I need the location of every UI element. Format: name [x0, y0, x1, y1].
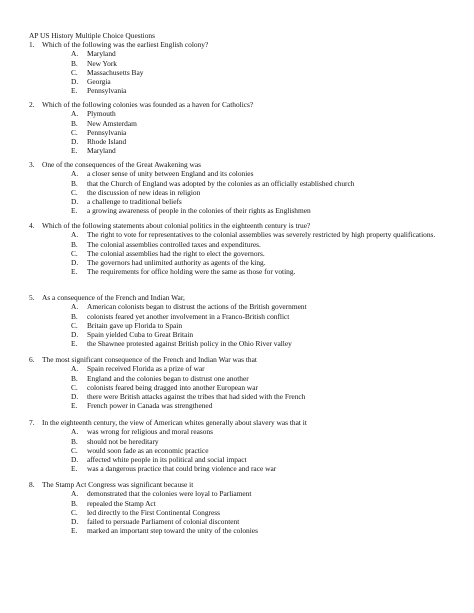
- option-text: Britain gave up Florida to Spain: [87, 320, 183, 330]
- question-number: 5.: [29, 293, 35, 302]
- option-letter: C.: [71, 248, 78, 258]
- question-text: The Stamp Act Congress was significant because it: [42, 480, 194, 489]
- answer-option: [71, 240, 464, 249]
- answer-option: [71, 321, 464, 330]
- option-text: American colonists began to distrust the actions of the British government: [87, 302, 307, 312]
- answer-option: [71, 179, 464, 188]
- option-text: Maryland: [87, 49, 116, 59]
- question-number: 7.: [29, 418, 35, 427]
- option-text: the Shawnee protested against British policy in the Ohio River valley: [87, 339, 292, 349]
- answer-option: [71, 330, 464, 339]
- answer-option: [71, 197, 464, 206]
- question-text: One of the consequences of the Great Awakening was: [42, 160, 201, 169]
- question-5: [29, 293, 464, 349]
- option-letter: B.: [71, 178, 78, 188]
- option-letter: D.: [71, 455, 79, 464]
- question-text: Which of the following colonies was founded as a haven for Catholics?: [42, 100, 254, 109]
- option-letter: C.: [71, 320, 78, 330]
- question-number: 6.: [29, 355, 35, 364]
- question-2: [29, 100, 464, 156]
- question-text: Which of the following statements about colonial politics in the eighteenth century is true?: [42, 221, 311, 230]
- answer-option: [71, 68, 464, 77]
- answer-option: [71, 77, 464, 86]
- option-text: England and the colonies began to distrust one another: [87, 373, 249, 383]
- question-stem: [29, 221, 464, 230]
- option-letter: D.: [71, 197, 79, 206]
- option-letter: D.: [71, 77, 79, 86]
- option-text: should not be hereditary: [87, 436, 159, 446]
- option-letter: A.: [71, 364, 79, 374]
- option-letter: D.: [71, 330, 79, 339]
- answer-option: [71, 188, 464, 197]
- option-letter: C.: [71, 445, 78, 455]
- question-number: 3.: [29, 160, 35, 169]
- question-6: [29, 355, 464, 411]
- option-text: Pennsylvania: [87, 86, 127, 96]
- option-text: Georgia: [87, 77, 111, 86]
- document-title: AP US History Multiple Choice Questions: [29, 31, 155, 40]
- option-letter: E.: [71, 86, 78, 96]
- question-stem: [29, 355, 464, 364]
- answer-option: [71, 526, 464, 535]
- answer-option: [71, 455, 464, 464]
- option-letter: B.: [71, 498, 78, 508]
- option-letter: D.: [71, 137, 79, 146]
- answer-option: [71, 86, 464, 95]
- option-letter: D.: [71, 392, 79, 401]
- option-letter: A.: [71, 230, 79, 240]
- option-text: colonists feared yet another involvement in a Franco-British conflict: [87, 311, 290, 321]
- answer-option: [71, 146, 464, 155]
- answer-option: [71, 230, 464, 239]
- answer-option: [71, 364, 464, 373]
- option-letter: E.: [71, 267, 78, 277]
- option-text: a growing awareness of people in the colonies of their rights as Englishmen: [87, 206, 311, 216]
- option-letter: A.: [71, 49, 79, 59]
- option-text: French power in Canada was strengthened: [87, 401, 213, 411]
- answer-option: [71, 383, 464, 392]
- question-text: In the eighteenth century, the view of American whites generally about slavery was that it: [42, 418, 307, 427]
- question-1: [29, 40, 464, 96]
- option-letter: D.: [71, 258, 79, 267]
- option-text: New Amsterdam: [87, 118, 137, 128]
- question-number: 4.: [29, 221, 35, 230]
- option-text: Maryland: [87, 146, 116, 156]
- option-text: the discussion of new ideas in religion: [87, 187, 201, 197]
- option-text: that the Church of England was adopted by the colonies as an officially established church: [87, 178, 355, 188]
- option-text: repealed the Stamp Act: [87, 498, 156, 508]
- option-letter: C.: [71, 127, 78, 137]
- answer-option: [71, 392, 464, 401]
- answer-option: [71, 206, 464, 215]
- option-text: marked an important step toward the unity of the colonies: [87, 526, 258, 536]
- option-text: The colonial assemblies had the right to elect the governors.: [87, 248, 265, 258]
- option-text: led directly to the First Continental Congress: [87, 507, 221, 517]
- answer-option: [71, 401, 464, 410]
- option-text: a challenge to traditional beliefs: [87, 197, 182, 206]
- answer-option: [71, 128, 464, 137]
- answer-option: [71, 258, 464, 267]
- option-text: was wrong for religious and moral reasons: [87, 427, 214, 437]
- answer-option: [71, 49, 464, 58]
- answer-option: [71, 109, 464, 118]
- option-text: demonstrated that the colonies were loyal to Parliament: [87, 489, 252, 499]
- question-number: 1.: [29, 40, 35, 49]
- question-text: The most significant consequence of the French and Indian War was that: [42, 355, 257, 364]
- question-3: [29, 160, 464, 216]
- option-text: colonists feared being dragged into another European war: [87, 382, 258, 392]
- option-letter: E.: [71, 464, 78, 474]
- option-text: failed to persuade Parliament of colonial discontent: [87, 517, 240, 526]
- option-letter: B.: [71, 373, 78, 383]
- answer-option: [71, 437, 464, 446]
- question-text: Which of the following was the earliest English colony?: [42, 40, 209, 49]
- option-text: The colonial assemblies controlled taxes and expenditures.: [87, 239, 261, 249]
- question-number: 8.: [29, 480, 35, 489]
- option-letter: B.: [71, 239, 78, 249]
- question-stem: [29, 418, 464, 427]
- option-letter: E.: [71, 206, 78, 216]
- answer-option: [71, 119, 464, 128]
- answer-option: [71, 302, 464, 311]
- option-text: there were British attacks against the tribes that had sided with the French: [87, 392, 306, 401]
- answer-option: [71, 489, 464, 498]
- option-letter: C.: [71, 187, 78, 197]
- answer-option: [71, 464, 464, 473]
- option-text: Spain received Florida as a prize of war: [87, 364, 205, 374]
- option-text: The requirements for office holding were the same as those for voting.: [87, 267, 296, 277]
- option-letter: A.: [71, 109, 79, 119]
- option-letter: A.: [71, 427, 79, 437]
- option-letter: D.: [71, 517, 79, 526]
- answer-option: [71, 312, 464, 321]
- question-stem: [29, 100, 464, 109]
- option-letter: C.: [71, 67, 78, 77]
- option-letter: C.: [71, 382, 78, 392]
- option-text: affected white people in its political and social impact: [87, 455, 247, 464]
- option-text: Pennsylvania: [87, 127, 127, 137]
- answer-option: [71, 59, 464, 68]
- option-text: Spain yielded Cuba to Great Britain: [87, 330, 194, 339]
- question-stem: [29, 40, 464, 49]
- answer-option: [71, 249, 464, 258]
- option-text: Massachusetts Bay: [87, 67, 144, 77]
- option-letter: B.: [71, 58, 78, 68]
- question-stem: [29, 160, 464, 169]
- answer-option: [71, 517, 464, 526]
- option-letter: B.: [71, 311, 78, 321]
- option-letter: B.: [71, 118, 78, 128]
- option-letter: A.: [71, 489, 79, 499]
- option-text: would soon fade as an economic practice: [87, 445, 209, 455]
- answer-option: [71, 169, 464, 178]
- option-letter: C.: [71, 507, 78, 517]
- option-letter: E.: [71, 339, 78, 349]
- option-text: New York: [87, 58, 117, 68]
- option-text: The right to vote for representatives to the colonial assemblies was severely restricted by high property qualifications.: [87, 230, 436, 240]
- question-7: [29, 418, 464, 474]
- question-4: [29, 221, 464, 277]
- question-stem: [29, 293, 464, 302]
- answer-option: [71, 499, 464, 508]
- answer-option: [71, 446, 464, 455]
- question-number: 2.: [29, 100, 35, 109]
- answer-option: [71, 427, 464, 436]
- question-8: [29, 480, 464, 536]
- answer-option: [71, 508, 464, 517]
- answer-option: [71, 374, 464, 383]
- option-letter: B.: [71, 436, 78, 446]
- question-text: As a consequence of the French and Indian War,: [42, 293, 185, 302]
- option-text: The governors had unlimited authority as agents of the king.: [87, 258, 266, 267]
- option-text: Plymouth: [87, 109, 116, 119]
- option-letter: A.: [71, 302, 79, 312]
- option-text: Rhode Island: [87, 137, 127, 146]
- option-letter: E.: [71, 526, 78, 536]
- option-text: was a dangerous practice that could bring violence and race war: [87, 464, 277, 474]
- question-stem: [29, 480, 464, 489]
- option-letter: E.: [71, 401, 78, 411]
- answer-option: [71, 339, 464, 348]
- answer-option: [71, 137, 464, 146]
- answer-option: [71, 267, 464, 276]
- option-letter: A.: [71, 169, 79, 179]
- option-letter: E.: [71, 146, 78, 156]
- option-text: a closer sense of unity between England and its colonies: [87, 169, 254, 179]
